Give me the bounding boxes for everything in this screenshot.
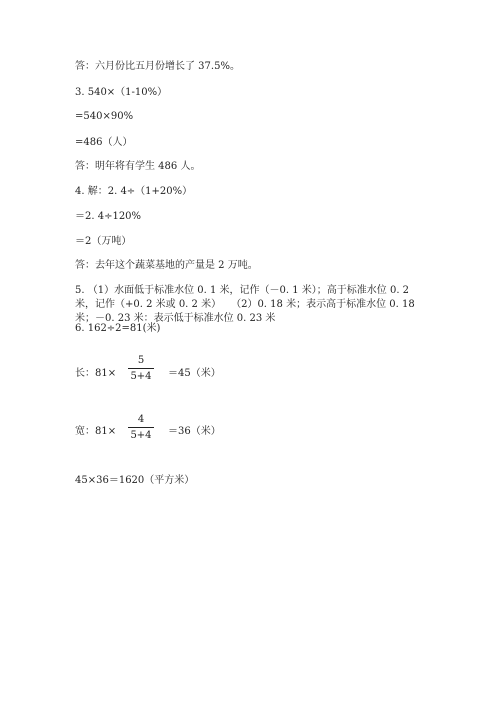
answer-line-q4-conclusion: 答：去年这个蔬菜基地的产量是 2 万吨。 <box>75 260 258 271</box>
answer-line-q3-step1: =540×90% <box>75 111 134 122</box>
answer-line-q2-conclusion: 答：六月份比五月份增长了 37.5%。 <box>75 61 240 72</box>
width-fraction-denominator: 5+4 <box>130 430 152 441</box>
length-calc-result: ＝45（米） <box>168 368 221 379</box>
length-fraction-numerator: 5 <box>137 355 145 366</box>
answer-line-q4-step2: ＝2（万吨） <box>75 236 132 247</box>
area-calc-line: 45×36＝1620（平方米） <box>75 475 195 486</box>
length-fraction <box>128 355 154 383</box>
answer-line-q4-step1: ＝2. 4÷120% <box>75 211 142 222</box>
answer-paragraph-q5: 5. （1）水面低于标准水位 0. 1 米，记作（－0. 1 米）；高于标准水位 0. 2 米，记作（+0. 2 米或 0. 2 米） （2）0. 18 米；表示高于标准水位 0. 18 米；－0. 23 米：表示低于标准水位 0. 23 米 <box>75 285 415 324</box>
answer-line-q3-expression: 3. 540×（1-10%） <box>75 87 168 98</box>
width-calc-prefix: 宽：81× <box>75 426 117 437</box>
width-fraction-bar <box>128 427 154 428</box>
answer-line-q4-expression: 4. 解：2. 4÷（1+20%） <box>75 186 193 197</box>
length-calc-prefix: 长：81× <box>75 368 117 379</box>
width-fraction <box>128 414 154 442</box>
width-calc-result: ＝36（米） <box>168 426 221 437</box>
answer-line-q3-conclusion: 答：明年将有学生 486 人。 <box>75 161 201 172</box>
length-fraction-denominator: 5+4 <box>130 371 152 382</box>
answer-line-q3-step2: =486（人） <box>75 137 133 148</box>
length-fraction-bar <box>128 368 154 369</box>
width-fraction-numerator: 4 <box>137 414 145 425</box>
answer-line-q6-expression: 6. 162÷2=81(米) <box>75 323 161 334</box>
